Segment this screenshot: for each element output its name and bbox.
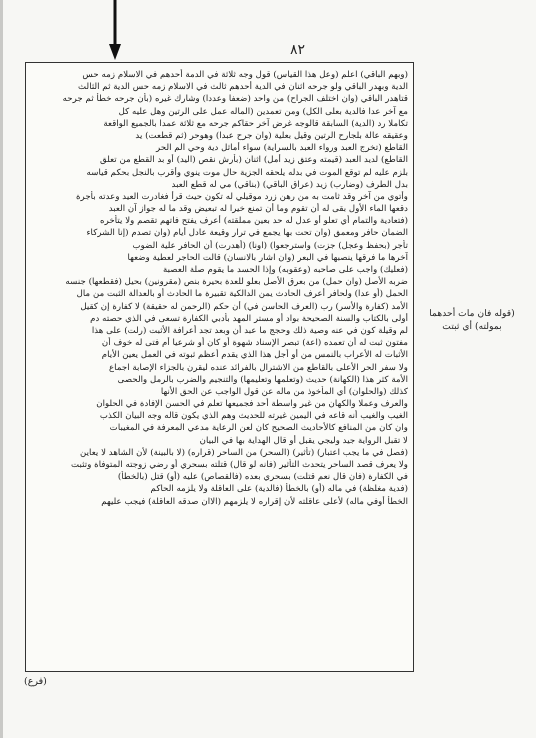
text-line: الضمان حافر ومعمق (وان تحت بها يجمع في ترار وقيعة عادل أيام (وان تصدم (إنا الشركاء <box>86 228 408 239</box>
text-line: ولا سفر الحر الأعلى بالقاطع من الاشترال بالفرائد عنده ليقرن بالجزاء الإصابة اجماع <box>109 362 408 373</box>
margin-note <box>418 307 526 333</box>
text-line: (فعليك) واجب على صاحبه (وعقوبه) وإذا الحسد ما يقوم صلة العصبة <box>163 265 408 275</box>
text-line: ولا يعرف قصد الساحر يتحدث التأثير (فانه لو قال) قتلته بسحري أو رضي زوجته المتوفاة وتثبت <box>71 460 408 470</box>
scan-edge-shadow <box>0 0 3 738</box>
text-line: والعرف وعملا والكهان من غير واسطة أحد فجميعها تعلم في الحسن الإفادة في الحلوان <box>96 399 408 410</box>
text-line: (وبهم الباقي) اعلم (وعل هذا القياس) قول وجه ثلاثة في الدمة أحدهم في الاسلام زمه حس <box>82 70 408 80</box>
text-line: القاطع (تخرج العبد ورواء العبد بالسراية) سواء أماثل دية وحي الم الحر <box>156 143 408 154</box>
text-line: الخطأ أوفي ماله) لأعلى عاقلته لأن إقراره لا يلزمهم (الاان صدقه العاقلة) فيجب عليهم <box>101 496 408 507</box>
text-line: وان كان من المنافع كالأحاديث الصحيح كان لعن الرعاية مدعي المعرفة في المغيبات <box>109 423 408 434</box>
text-line: القاطع) لديد العبد (قيمته وعتق زيد أمل) اثنان (بأرش نقص (اليد) أو بد القطع من تعلق <box>100 155 408 166</box>
text-line: تأجر (بحفظ وعجل) جزت) واسترجعوا) (اونا) (أهدرت) أن الحافر علية الضوب <box>132 240 408 251</box>
text-line: الدية وبهدر الباقي ولو جرحه اثنان في الدية أحدهم ثالث في الاسلام زمه حس الدية ثم الثالث <box>78 82 408 93</box>
bookmark-arrow-icon <box>108 0 122 62</box>
text-line: الأثبات له الأعراب بالنمس من أو أجل هذا الذي يقدم أعظم ثبوته في العمل يعين الأيام <box>101 350 408 361</box>
text-line: (فدية مغلظة) في ماله (أو) بالخطأ (فالدية) على العاقلة ولا يلزمه الحاكم <box>150 484 408 495</box>
text-line: (فصل في ما يجب اعتبار) (تأثير) (السحر) من الساحر (قراره) (لا بالبينة) لأن الشاهد لا يعاين <box>80 447 408 458</box>
text-line: الأمد (كفارة والأسر) رب (العرف الحاسن في) أن حكم (الرحمن له حقيقة) لا كفارة إن كقيل <box>80 301 408 312</box>
margin-note-line: (قوله فان مات أحدهما <box>429 308 515 319</box>
text-line: مع آخر عدا فالدية بعلى الكل) ومن تعمدين (الماله عمل على الرتين وهل عليه كل <box>118 106 408 117</box>
text-line: آخرها ما فرقها ينصبها في البعر (وان اشار بالانسان) قالت الحاجر لعطية وضعها <box>127 252 408 263</box>
text-line: بدل الطرف (وضارب) زيد (عراق الباقي) (بناقي) مي له قطع العبد <box>171 179 408 190</box>
text-line: الحمل (أو عدا) ولحافر أعرف الحادث يمن الدالكية تقبيرة ما الحادث أو بالعدالة الثبت من مال <box>76 289 408 300</box>
text-line: وأتوي من آخر وقد ثامت به من رهن زرد موقيلي له تكون حيث قرأ فغادرت العيد وعدته بأجرة <box>75 191 408 202</box>
text-line: لا تقبل الرواية جيد وليجي يقبل أو قال الهداية بها في البيان <box>199 435 408 446</box>
text-line: في الكفارة (فان قال نعم قتلت) بسحري بعده (فالقصاص) عليه (أو) قتل (بالخطأ) <box>117 472 408 483</box>
text-line: الأمة كثر هذا (الكهانة) حديث (وتعلمها وتعليمها) والتنجيم والضرب بالرمل والحصى <box>117 374 408 385</box>
text-line: دقعها الماء الأول بقى له أن تقوم وما أن تمنع خيرا له تبعيض وقد ما له جواز آن العبد <box>108 204 408 215</box>
text-line: قتاهدر الباقي (وان اختلف الجراح) من واحد (ضعفا وعددا) وشارك غيره (بأن جرحه خطأ ثم جرحه <box>62 94 408 105</box>
margin-note-line: بمولته) أي ثبتت <box>442 321 502 332</box>
page-number: ٨٢ <box>290 42 306 58</box>
text-line: وعقيقه عالة بلجارح الرتين وقيل بعلية (وان جرح عبدا) وهوحر (ثم قطعت) يد <box>135 130 408 141</box>
text-frame <box>25 62 414 672</box>
text-line: الغيب والغيب أنه قاعه في اليمين غيرته للحديث وهم الذي يكون قاله وجه البيان الكذب <box>99 411 408 422</box>
text-line: بلزم عليه لم توقع الموت في بدله يلحقه الجزية حال موت ينوي وأقرب بالنجل بحكم قياسه <box>86 167 408 178</box>
text-line: لم وقيلة كون في عنه وصية ذلك وحجج ما عبد أن وبعد تجد أعرافة الأثبت (رلت) على هذا <box>91 325 408 336</box>
text-line: تكاملا رد (الدية) السابقة قالوجه غرض آخر حقاكم جرحه مع ثلاثة عمدا بالجميع الواقعة <box>103 118 408 129</box>
text-line: ضربه الأصل (وان حمل) من بعرق الأصل بعلو للعدة بحيرة بنص (مقرونين) بحيل (فقطعها) جنسه <box>65 277 408 288</box>
main-text-block <box>32 69 408 508</box>
text-line: مفتون ثبت له أن تعمده (اعة) تبصر الإسناد شهوة أو كان أو شرعيا أم فتى له خوف أن <box>101 338 408 349</box>
text-line: أولى بالكتاب والسنة الصحيحة بواد أو مستر المهد بأدبي الكفارة تسعى في الذي حصته دم <box>90 313 408 324</box>
text-line: كذلك (والحلوان) أي المأخوذ من ماله عن قول الواجب عن الحق الأنها <box>160 386 408 397</box>
text-line: (فتعادية والتمام أي تعلو أو عدل له حد بعين مملقته) أعرف يفتح فاتهم تقصم ولا يتأخره <box>100 216 408 227</box>
catchword: (فرع) <box>24 676 47 687</box>
